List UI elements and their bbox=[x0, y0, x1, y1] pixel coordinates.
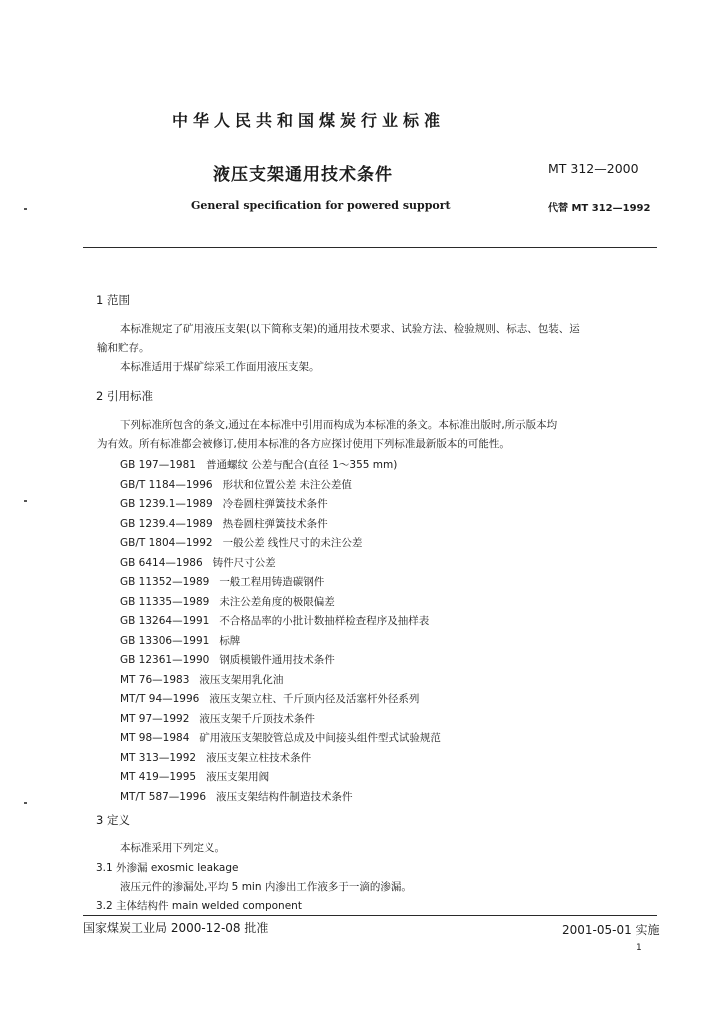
reference-title: 热卷圆柱弹簧技术条件 bbox=[222, 517, 328, 530]
reference-title: 液压支架用阀 bbox=[206, 771, 270, 783]
reference-title: 一般工程用铸造碳钢件 bbox=[219, 576, 325, 588]
scan-speck bbox=[24, 208, 27, 210]
reference-title: 钢质模锻件通用技术条件 bbox=[219, 654, 335, 666]
definition-3-1-text: 液压元件的渗漏处,平均 5 min 内渗出工作液多于一滴的渗漏。 bbox=[120, 881, 412, 893]
reference-item bbox=[120, 691, 419, 706]
reference-item bbox=[120, 516, 328, 531]
reference-code: GB 6414—1986 bbox=[120, 556, 203, 569]
reference-item bbox=[120, 633, 240, 648]
reference-title: 液压支架立柱技术条件 bbox=[206, 751, 312, 764]
reference-item bbox=[120, 672, 283, 687]
reference-code: GB 1239.1—1989 bbox=[120, 498, 213, 510]
reference-code: MT 98—1984 bbox=[120, 732, 190, 744]
reference-title: 不合格品率的小批计数抽样检查程序及抽样表 bbox=[219, 615, 430, 627]
section-1-para1-line2: 输和贮存。 bbox=[97, 342, 150, 354]
reference-title: 矿用液压支架胶管总成及中间接头组件型式试验规范 bbox=[199, 732, 441, 744]
reference-title: 液压支架立柱、千斤顶内径及活塞杆外径系列 bbox=[209, 693, 420, 705]
reference-code: GB 197—1981 bbox=[120, 459, 196, 471]
reference-code: MT/T 587—1996 bbox=[120, 790, 207, 803]
reference-title: 液压支架千斤顶技术条件 bbox=[199, 712, 315, 725]
footer-divider bbox=[83, 915, 657, 916]
reference-title: 冷卷圆柱弹簧技术条件 bbox=[222, 498, 328, 510]
reference-title: 一般公差 线性尺寸的未注公差 bbox=[222, 537, 363, 549]
reference-title: 标牌 bbox=[219, 634, 241, 647]
reference-item bbox=[120, 711, 315, 726]
document-title: 液压支架通用技术条件 bbox=[213, 165, 393, 185]
section-2-intro-line1: 下列标准所包含的条文,通过在本标准中引用而构成为本标准的条文。本标准出版时,所示版本均 bbox=[120, 419, 558, 431]
reference-code: MT 97—1992 bbox=[120, 712, 190, 725]
reference-title: 铸件尺寸公差 bbox=[212, 556, 276, 569]
page-number: 1 bbox=[636, 943, 642, 953]
approval-date: 国家煤炭工业局 2000-12-08 批准 bbox=[83, 921, 269, 935]
reference-code: MT 313—1992 bbox=[120, 751, 197, 764]
reference-item bbox=[120, 750, 311, 765]
reference-title: 未注公差角度的极限偏差 bbox=[219, 595, 335, 608]
reference-item bbox=[120, 574, 324, 589]
issuing-organization: 中华人民共和国煤炭行业标准 bbox=[172, 111, 446, 130]
reference-item bbox=[120, 535, 362, 550]
reference-code: GB/T 1804—1992 bbox=[120, 537, 213, 549]
scan-speck bbox=[24, 500, 27, 502]
reference-code: MT 419—1995 bbox=[120, 771, 197, 783]
section-3-heading: 3 定义 bbox=[96, 813, 130, 827]
section-1-para2: 本标准适用于煤矿综采工作面用液压支架。 bbox=[120, 361, 320, 373]
section-1-para1-line1: 本标准规定了矿用液压支架(以下简称支架)的通用技术要求、试验方法、检验规则、标志、包装、运 bbox=[120, 323, 580, 335]
reference-code: GB 13264—1991 bbox=[120, 615, 210, 627]
scan-speck bbox=[24, 802, 27, 804]
reference-code: GB 11352—1989 bbox=[120, 576, 210, 588]
definition-3-2-term: 3.2 主体结构件 main welded component bbox=[96, 900, 302, 912]
reference-code: GB/T 1184—1996 bbox=[120, 478, 213, 491]
reference-code: GB 13306—1991 bbox=[120, 634, 210, 647]
reference-code: GB 1239.4—1989 bbox=[120, 517, 213, 530]
standard-code: MT 312—2000 bbox=[548, 161, 639, 176]
reference-item bbox=[120, 769, 269, 784]
effective-date: 2001-05-01 实施 bbox=[562, 923, 660, 937]
reference-item bbox=[120, 613, 429, 628]
reference-item bbox=[120, 652, 335, 667]
reference-item bbox=[120, 730, 441, 745]
reference-item bbox=[120, 457, 397, 472]
replaces-note: 代替 MT 312—1992 bbox=[548, 203, 651, 214]
definition-3-1-term: 3.1 外渗漏 exosmic leakage bbox=[96, 862, 239, 874]
reference-title: 液压支架用乳化油 bbox=[199, 673, 284, 686]
reference-title: 普通螺纹 公差与配合(直径 1～355 mm) bbox=[205, 459, 398, 471]
reference-item bbox=[120, 594, 335, 609]
header-divider bbox=[83, 247, 657, 248]
reference-item bbox=[120, 789, 353, 804]
english-title: General specification for powered support bbox=[191, 199, 451, 212]
reference-title: 形状和位置公差 未注公差值 bbox=[222, 478, 352, 491]
reference-code: GB 11335—1989 bbox=[120, 595, 210, 608]
section-2-intro-line2: 为有效。所有标准都会被修订,使用本标准的各方应探讨使用下列标准最新版本的可能性。 bbox=[97, 438, 510, 450]
reference-code: MT 76—1983 bbox=[120, 673, 190, 686]
section-1-heading: 1 范围 bbox=[96, 293, 130, 307]
reference-title: 液压支架结构件制造技术条件 bbox=[216, 790, 353, 803]
reference-item bbox=[120, 555, 276, 570]
reference-item bbox=[120, 477, 352, 492]
section-2-heading: 2 引用标准 bbox=[96, 389, 153, 403]
reference-code: GB 12361—1990 bbox=[120, 654, 210, 666]
reference-item bbox=[120, 496, 328, 511]
section-3-intro: 本标准采用下列定义。 bbox=[120, 842, 225, 854]
reference-code: MT/T 94—1996 bbox=[120, 693, 200, 705]
